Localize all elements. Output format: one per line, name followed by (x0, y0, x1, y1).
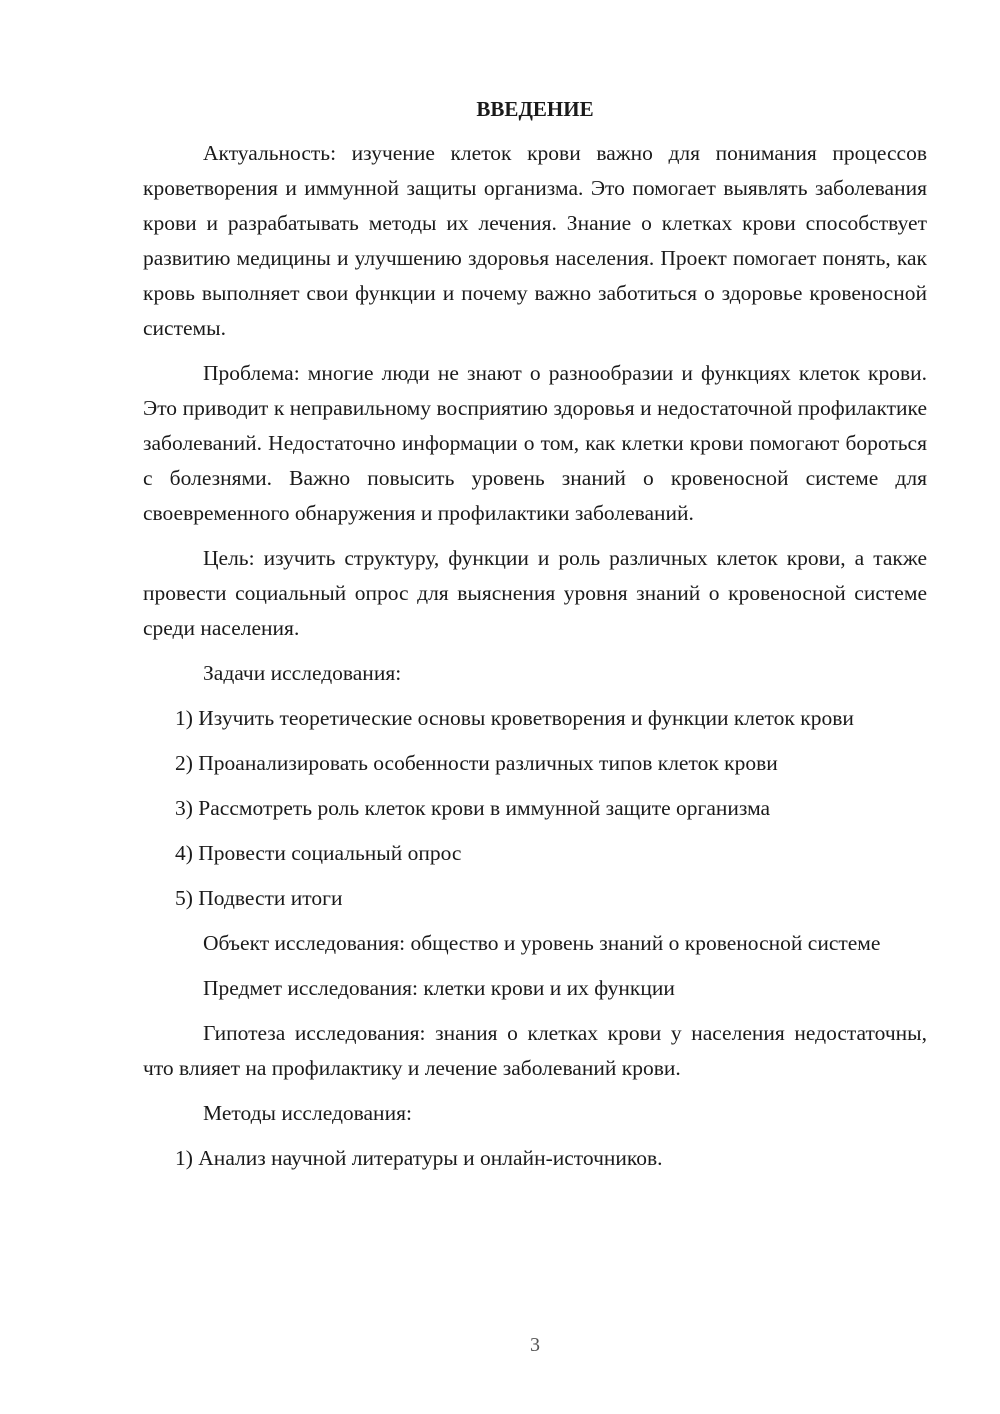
method-item-1: 1) Анализ научной литературы и онлайн-источников. (175, 1146, 663, 1170)
methods-heading: Методы исследования: (203, 1101, 412, 1125)
relevance-paragraph: Актуальность: изучение клеток крови важно для понимания процессов кроветворения и иммунной защиты организма. Это помогает выявлять заболевания крови и разрабатывать методы их лечения. Знание о клетках крови способствует развитию медицины и улучшению здоровья населения. Проект помогает понять, как кровь выполняет свои функции и почему важно заботиться о здоровье кровеносной системы. (143, 141, 927, 340)
task-item-1: 1) Изучить теоретические основы кроветворения и функции клеток крови (175, 706, 854, 730)
problem-paragraph: Проблема: многие люди не знают о разнообразии и функциях клеток крови. Это приводит к неправильному восприятию здоровья и недостаточной профилактике заболеваний. Недостаточно информации о том, как клетки крови помогают бороться с болезнями. Важно повысить уровень знаний о кровеносной системе для своевременного обнаружения и профилактики заболеваний. (143, 361, 927, 525)
page-number: 3 (530, 1334, 540, 1356)
tasks-heading: Задачи исследования: (203, 661, 402, 685)
task-item-2: 2) Проанализировать особенности различных типов клеток крови (175, 751, 778, 775)
section-title: ВВЕДЕНИЕ (476, 97, 594, 121)
hypothesis-paragraph: Гипотеза исследования: знания о клетках крови у населения недостаточны, что влияет на профилактику и лечение заболеваний крови. (143, 1021, 927, 1080)
task-item-5: 5) Подвести итоги (175, 886, 343, 910)
object-paragraph: Объект исследования: общество и уровень знаний о кровеносной системе (203, 931, 881, 955)
task-item-3: 3) Рассмотреть роль клеток крови в иммунной защите организма (175, 796, 771, 820)
goal-paragraph: Цель: изучить структуру, функции и роль различных клеток крови, а также провести социальный опрос для выяснения уровня знаний о кровеносной системе среди населения. (143, 546, 927, 640)
task-item-4: 4) Провести социальный опрос (175, 841, 462, 865)
page-content (143, 94, 927, 1186)
subject-paragraph: Предмет исследования: клетки крови и их функции (203, 976, 675, 1000)
